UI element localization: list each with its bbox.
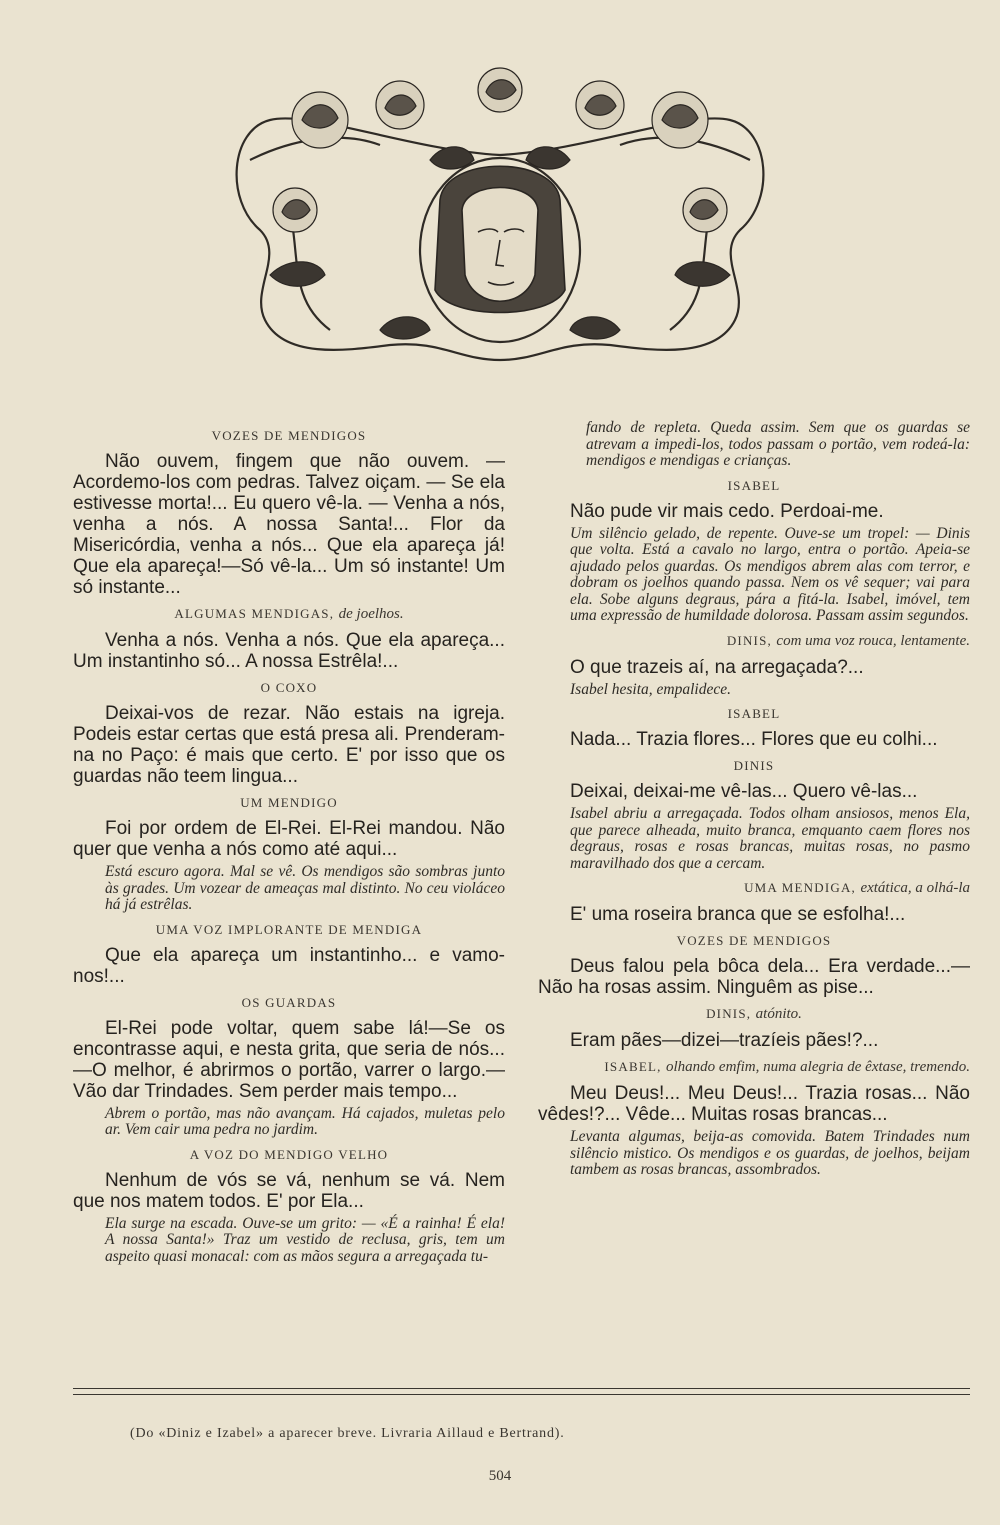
speaker-name: VOZES DE MENDIGOS <box>676 933 832 948</box>
speaker-name: A VOZ DO MENDIGO VELHO <box>189 1146 389 1162</box>
page-number: 504 <box>488 1468 512 1484</box>
speaker-label <box>538 1059 970 1076</box>
dialogue-line: Deixai-vos de rezar. Não estais na igreja. Podeis estar certas que está presa ali. Prenderam-na no Paço: é mais que certo. E' por isso que os guardas não teem lingua... <box>73 703 505 787</box>
woman-face <box>435 166 565 312</box>
dialogue-line: El-Rei pode voltar, quem sabe lá!—Se os encontrasse aqui, e nesta grita, que seria de nós...—O melhor, é abrirmos o portão, varrer o largo.—Vão dar Trindades. Sem perder mais tempo... <box>73 1017 505 1102</box>
footnote: (Do «Diniz e Izabel» a aparecer breve. Livraria Aillaud e Bertrand). <box>130 1426 565 1441</box>
speaker-name: DINIS <box>733 758 775 773</box>
dialogue-line: Foi por ordem de El-Rei. El-Rei mandou. Não quer que venha a nós como até aqui... <box>73 818 505 860</box>
stage-direction: Isabel hesita, empalidece. <box>570 680 731 698</box>
leaf <box>570 317 620 339</box>
dialogue-line: Que ela apareça um instantinho... e vamo-nos!... <box>73 944 505 987</box>
dialogue-line: Não pude vir mais cedo. Perdoai-me. <box>570 500 884 522</box>
leaf <box>270 262 325 286</box>
speaker-name: UMA VOZ IMPLORANTE DE MENDIGA <box>155 921 423 937</box>
leaf <box>380 317 430 339</box>
leaf <box>675 262 730 286</box>
rose-right-low <box>683 188 727 232</box>
stage-direction-inline: com uma voz rouca, lentamente. <box>776 632 970 649</box>
dialogue-line: Meu Deus!... Meu Deus!... Trazia rosas... Não vêdes!?... Vêde... Muitas rosas brancas... <box>538 1083 970 1125</box>
left-column <box>73 420 505 1269</box>
stage-direction-inline: atónito. <box>755 1006 802 1022</box>
stage-direction: fando de repleta. Queda assim. Sem que os guardas se atrevam a impedi-los, todos passam o portão, vem rodeá-la: mendigos e mendigas e crianças. <box>586 419 970 469</box>
stage-direction: Isabel abriu a arregaçada. Todos olham ansiosos, menos Ela, que parece alheada, muito branca, emquanto caem flores nos degraus, rosas e rosas brancas, muitas rosas, no pasmo maravilhado dos que a cercam. <box>570 805 970 872</box>
speaker-label <box>73 922 505 938</box>
dialogue-line: Venha a nós. Venha a nós. Que ela apareça... Um instantinho só... A nossa Estrêla!... <box>73 630 505 672</box>
stage-direction: Está escuro agora. Mal se vê. Os mendigos são sombras junto às grades. Um vozear de ameaças mal distinto. No ceu violáceo há já estrêlas. <box>105 863 505 913</box>
speaker-label <box>538 758 970 774</box>
dialogue-line: Deus falou pela bôca dela... Era verdade...—Não ha rosas assim. Ninguêm as pise... <box>538 956 970 998</box>
speaker-name: UMA MENDIGA, <box>744 880 856 895</box>
speaker-label <box>538 880 970 897</box>
bottom-rule <box>73 1388 970 1389</box>
rose-left-top <box>292 92 348 148</box>
speaker-name: ISABEL <box>727 706 781 721</box>
dialogue-line: O que trazeis aí, na arregaçada?... <box>570 656 864 678</box>
speaker-label <box>73 680 505 696</box>
speaker-name: ISABEL, <box>604 1059 662 1074</box>
speaker-name: UM MENDIGO <box>240 795 338 810</box>
stage-direction-inline: olhando emfim, numa alegria de êxtase, tremendo. <box>666 1059 970 1075</box>
rose-left-low <box>273 188 317 232</box>
rose-left-mid <box>376 81 424 129</box>
speaker-name: VOZES DE MENDIGOS <box>211 428 367 443</box>
stage-direction-inline: de joelhos. <box>338 606 404 622</box>
rose-center <box>478 68 522 112</box>
rose-right-top <box>652 92 708 148</box>
bottom-rule <box>73 1394 970 1395</box>
speaker-label <box>73 1147 505 1163</box>
stage-direction: Ela surge na escada. Ouve-se um grito: — «É a rainha! É ela! A nossa Santa!» Traz um vestido de reclusa, gris, tem um aspeito quasi monacal: com as mãos segura a arregaçada tu- <box>105 1214 505 1265</box>
speaker-label <box>538 1006 970 1023</box>
speaker-name: O COXO <box>260 680 318 695</box>
speaker-name: DINIS, <box>726 632 772 648</box>
dialogue-line: Não ouvem, fingem que não ouvem. — Acordemo-los com pedras. Talvez oiçam. — Se ela estivesse morta!... Eu quero vê-la. — Venha a nós, venha a nós. A nossa Santa!... Flor da Misericórdia, venha a nós... Que ela apareça já! Que ela apareça!—Só vê-la... Um só instante! Um só instante... <box>73 451 505 598</box>
dialogue-line: Deixai, deixai-me vê-las... Quero vê-las... <box>570 781 918 802</box>
stage-direction: Levanta algumas, beija-as comovida. Batem Trindades num silêncio mistico. Os mendigos e os guardas, de joelhos, beijam tambem as rosas brancas, assombrados. <box>570 1128 970 1178</box>
dialogue-line: Eram pães—dizei—trazíeis pães!?... <box>570 1030 879 1051</box>
speaker-name: ISABEL <box>727 477 781 493</box>
right-column <box>538 420 970 1183</box>
stage-direction: Abrem o portão, mas não avançam. Há cajados, muletas pelo ar. Vem cair uma pedra no jardim. <box>105 1104 505 1138</box>
art-nouveau-illustration <box>230 60 770 380</box>
speaker-name: ALGUMAS MENDIGAS, <box>174 606 335 621</box>
stage-direction: Um silêncio gelado, de repente. Ouve-se um tropel: — Dinis que volta. Está a cavalo no largo, entra o portão. Apeia-se ajudado pelos guardas. Os mendigos abrem alas com terror, e dobram os joelhos quando passa. Nem os vê sequer; vai para ela. Sobe alguns degraus, pára a fitá-la. Isabel, imóvel, tem uma expressão de humildade dolorosa. Passam assim segundos. <box>570 524 970 624</box>
dialogue-line: Nada... Trazia flores... Flores que eu colhi... <box>570 729 938 750</box>
speaker-label <box>538 706 970 722</box>
speaker-label <box>538 633 970 650</box>
speaker-label <box>73 428 505 444</box>
speaker-name: OS GUARDAS <box>241 994 337 1010</box>
speaker-label <box>73 795 505 811</box>
speaker-name: DINIS, <box>706 1006 752 1021</box>
dialogue-line: Nenhum de vós se vá, nenhum se vá. Nem que nos matem todos. E' por Ela... <box>73 1169 505 1212</box>
speaker-label <box>73 606 505 623</box>
dialogue-line: E' uma roseira branca que se esfolha!... <box>570 904 906 925</box>
speaker-label <box>73 995 505 1011</box>
rose-right-mid <box>576 81 624 129</box>
stage-direction-inline: extática, a olhá-la <box>860 880 970 896</box>
speaker-label <box>538 478 970 494</box>
speaker-label <box>538 933 970 949</box>
